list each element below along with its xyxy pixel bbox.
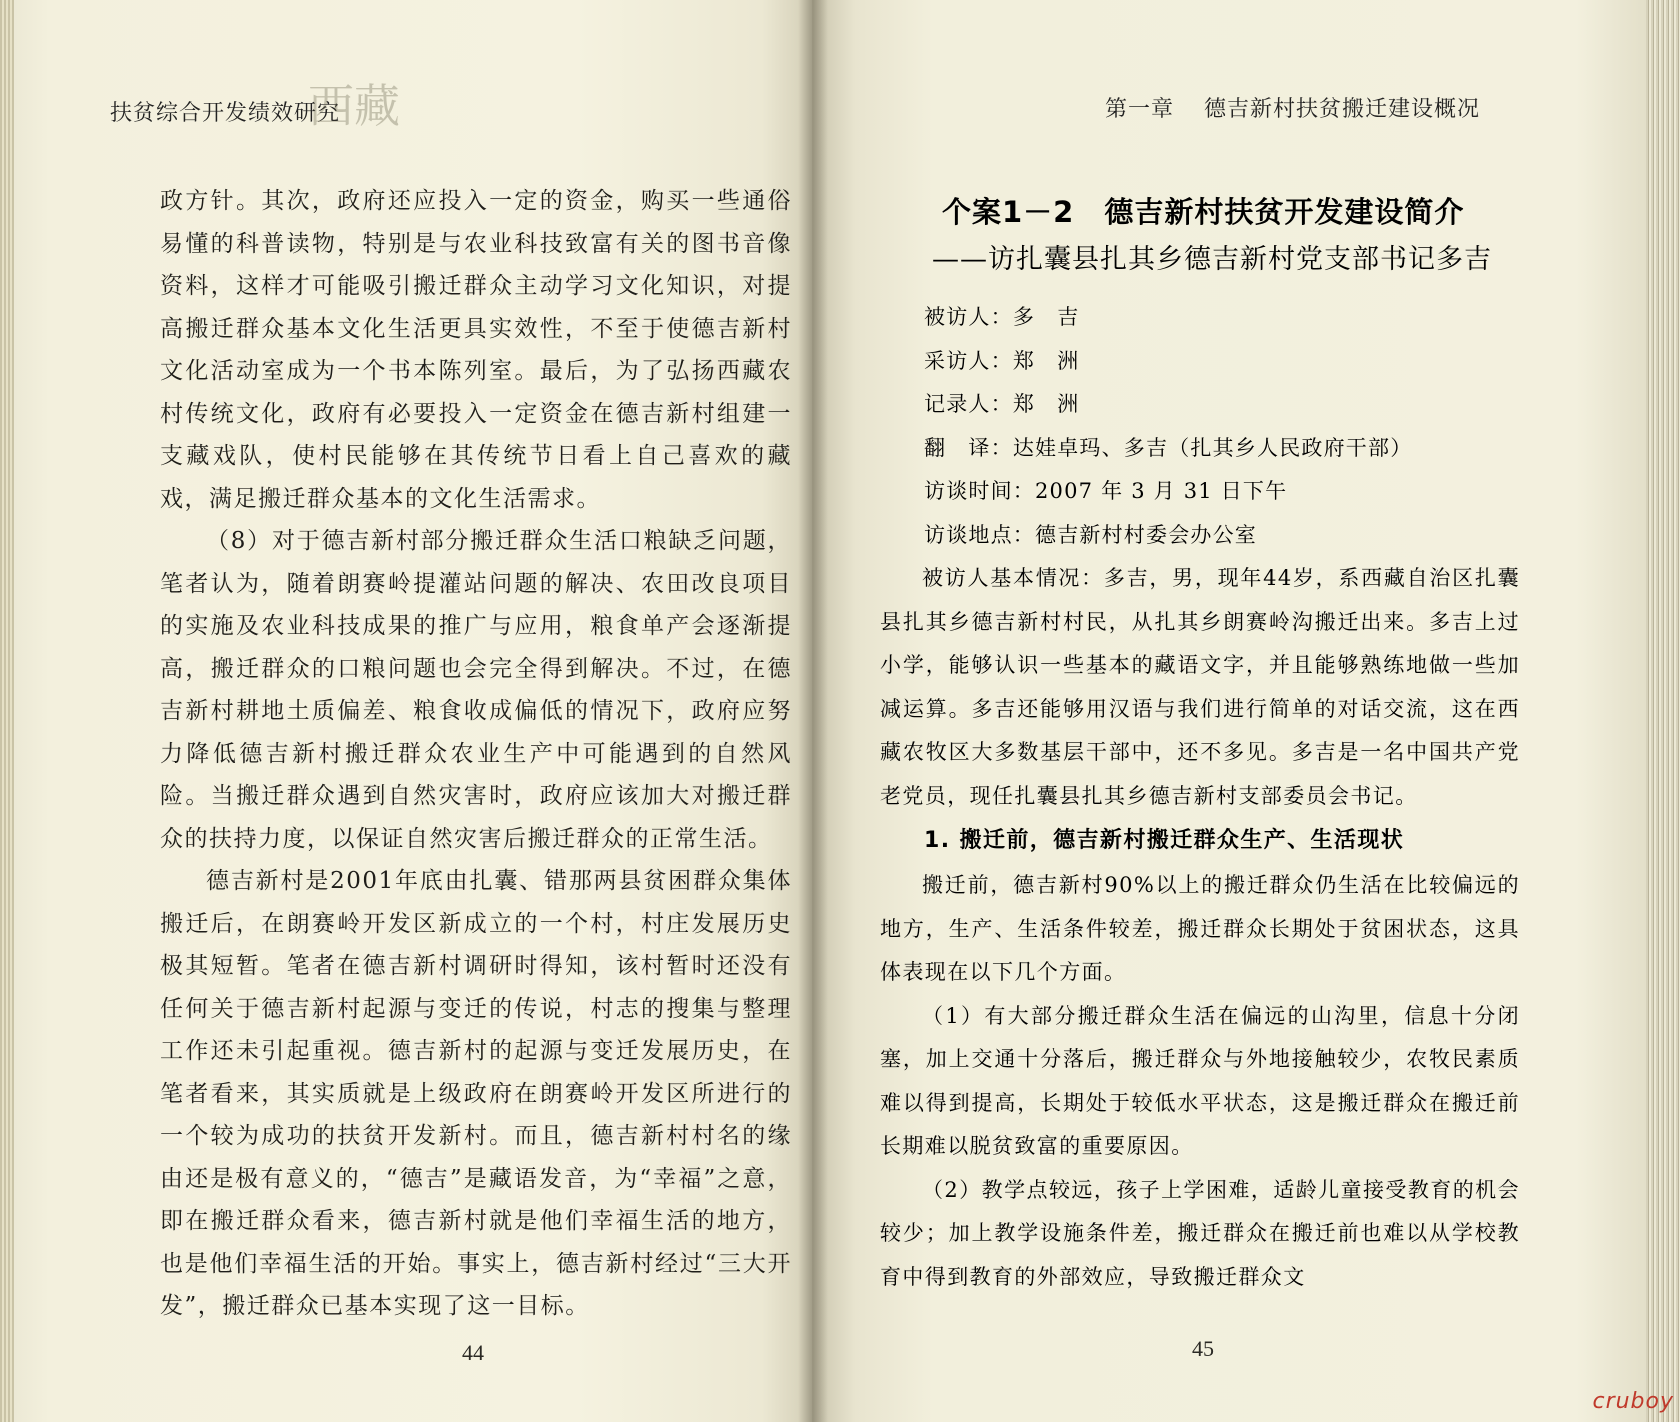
section-heading: 1. 搬迁前，德吉新村搬迁群众生产、生活现状 bbox=[924, 828, 1405, 853]
right-paragraph-2: （1）有大部分搬迁群众生活在偏远的山沟里，信息十分闭塞，加上交通十分落后，搬迁群众与外地接触较少，农牧民素质难以得到提高，长期处于较低水平状态，这是搬迁群众在搬迁前长期难以脱贫致富的重要原因。 bbox=[880, 1003, 1520, 1158]
info-label: 记录人： bbox=[924, 392, 1013, 416]
info-interview-time bbox=[880, 470, 1520, 514]
info-label: 访谈地点： bbox=[924, 522, 1035, 547]
case-title: 个案1－2 德吉新村扶贫开发建设简介 bbox=[942, 195, 1465, 229]
info-value: 郑 洲 bbox=[1012, 348, 1080, 373]
case-subtitle: ——访扎囊县扎其乡德吉新村党支部书记多吉 bbox=[932, 244, 1492, 275]
left-page-number: 44 bbox=[462, 1340, 484, 1365]
info-interview-place bbox=[880, 514, 1520, 558]
right-paragraph-3: （2）教学点较远，孩子上学困难，适龄儿童接受教育的机会较少；加上教学设施条件差，搬迁群众在搬迁前也难以从学校教育中得到教育的外部效应，导致搬迁群众文 bbox=[880, 1177, 1520, 1289]
info-interviewee bbox=[880, 296, 1520, 340]
right-page-number: 45 bbox=[1192, 1336, 1214, 1361]
info-value: 多 吉 bbox=[1012, 305, 1080, 329]
left-body-text bbox=[160, 180, 792, 1328]
right-paragraph-1: 搬迁前，德吉新村90%以上的搬迁群众仍生活在比较偏远的地方，生产、生活条件较差，搬迁群众长期处于贫困状态，这具体表现在以下几个方面。 bbox=[880, 873, 1520, 984]
info-interviewer bbox=[880, 340, 1520, 384]
right-running-head: 第一章 德吉新村扶贫搬迁建设概况 bbox=[1105, 97, 1480, 122]
seal-stamp bbox=[300, 62, 420, 152]
info-value: 2007 年 3 月 31 日下午 bbox=[1035, 479, 1288, 503]
left-paragraph-2: （8）对于德吉新村部分搬迁群众生活口粮缺乏问题，笔者认为，随着朗赛岭提灌站问题的解决、农田改良项目的实施及农业科技成果的推广与应用，粮食单产会逐渐提高，搬迁群众的口粮问题也会完全得到解决。不过，在德吉新村耕地土质偏差、粮食收成偏低的情况下，政府应努力降低德吉新村搬迁群众农业生产中可能遇到的自然风险。当搬迁群众遇到自然灾害时，政府应该加大对搬迁群众的扶持力度，以保证自然灾害后搬迁群众的正常生活。 bbox=[160, 528, 792, 852]
info-recorder bbox=[880, 383, 1520, 427]
left-page-edges bbox=[0, 0, 14, 1422]
seal-text: 西藏 bbox=[308, 79, 400, 133]
info-label: 访谈时间： bbox=[924, 479, 1035, 503]
left-paragraph-3: 德吉新村是2001年底由扎囊、错那两县贫困群众集体搬迁后，在朗赛岭开发区新成立的一个村，村庄发展历史极其短暂。笔者在德吉新村调研时得知，该村暂时还没有任何关于德吉新村起源与变迁的传说，村志的搜集与整理工作还未引起重视。德吉新村的起源与变迁发展历史，在笔者看来，其实质就是上级政府在朗赛岭开发区所进行的一个较为成功的扶贫开发新村。而且，德吉新村村名的缘由还是极有意义的，“德吉”是藏语发音，为“幸福”之意，即在搬迁群众看来，德吉新村就是他们幸福生活的地方，也是他们幸福生活的开始。事实上，德吉新村经过“三大开发”，搬迁群众已基本实现了这一目标。 bbox=[160, 868, 792, 1319]
background-paragraph: 被访人基本情况：多吉，男，现年44岁，系西藏自治区扎囊县扎其乡德吉新村村民，从扎其乡朗赛岭沟搬迁出来。多吉上过小学，能够认识一些基本的藏语文字，并且能够熟练地做一些加减运算。多吉还能够用汉语与我们进行简单的对话交流，这在西藏农牧区大多数基层干部中，还不多见。多吉是一名中国共产党老党员，现任扎囊县扎其乡德吉新村支部委员会书记。 bbox=[880, 566, 1520, 808]
info-value: 郑 洲 bbox=[1012, 392, 1080, 416]
info-label: 采访人： bbox=[924, 348, 1013, 373]
info-label: 被访人： bbox=[924, 305, 1013, 329]
watermark: cruboy bbox=[1592, 1389, 1674, 1414]
info-value: 德吉新村村委会办公室 bbox=[1035, 522, 1257, 547]
right-body bbox=[880, 190, 1520, 1299]
info-value: 达娃卓玛、多吉（扎其乡人民政府干部） bbox=[1012, 435, 1413, 460]
info-label: 翻 译： bbox=[924, 435, 1013, 460]
left-running-head: 扶贫综合开发绩效研究 bbox=[110, 101, 341, 126]
left-paragraph-1: 政方针。其次，政府还应投入一定的资金，购买一些通俗易懂的科普读物，特别是与农业科技致富有关的图书音像资料，这样才可能吸引搬迁群众主动学习文化知识，对提高搬迁群众基本文化生活更具实效性，不至于使德吉新村文化活动室成为一个书本陈列室。最后，为了弘扬西藏农村传统文化，政府有必要投入一定资金在德吉新村组建一支藏戏队，使村民能够在其传统节日看上自己喜欢的藏戏，满足搬迁群众基本的文化生活需求。 bbox=[160, 188, 792, 512]
right-page-edges bbox=[1646, 0, 1680, 1422]
book-gutter bbox=[798, 0, 828, 1422]
left-page bbox=[0, 0, 820, 1422]
right-body-text bbox=[880, 557, 1520, 1299]
info-translator bbox=[880, 427, 1520, 471]
